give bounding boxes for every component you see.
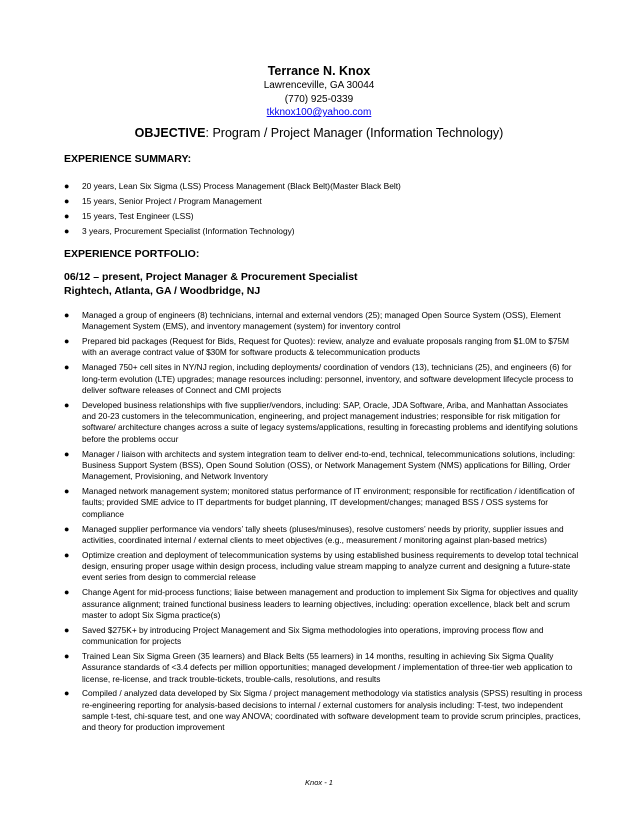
experience-summary-list xyxy=(64,181,584,241)
list-item xyxy=(64,310,584,333)
list-item xyxy=(64,524,584,547)
list-item xyxy=(64,486,584,520)
bullet-icon: ● xyxy=(64,362,70,373)
list-item xyxy=(64,362,584,396)
list-item xyxy=(64,196,584,211)
portfolio-item-text: Change Agent for mid-process functions; liaise between management and production to implement Six Sigma for objectives and quality assurance alignment; trained functional business leaders to learning objectives, including: operation excellence, black belt and scrum master to adopt Six Sigma practice(s) xyxy=(82,587,578,620)
bullet-icon: ● xyxy=(64,211,70,221)
candidate-address: Lawrenceville, GA 30044 xyxy=(263,80,375,91)
candidate-name: Terrance N. Knox xyxy=(267,64,371,78)
portfolio-item-text: Managed a group of engineers (8) technicians, internal and external vendors (25); managed Open Source System (OSS), Element Management System (EMS), and inventory management (system) for inventory control xyxy=(82,310,561,332)
portfolio-item-text: Trained Lean Six Sigma Green (35 learners) and Black Belts (55 learners) in 14 months, resulting in achieving Six Sigma Quality Assurance standards of <3.4 defects per million opportunities; managed development / implementation of three-tier web application to license, re-license, and track trouble-tickets, trouble-calls, resolutions, and results xyxy=(82,650,573,684)
candidate-email-link[interactable]: tkknox100@yahoo.com xyxy=(266,107,372,118)
summary-item-text: 15 years, Senior Project / Program Management xyxy=(82,196,262,206)
bullet-icon: ● xyxy=(64,650,70,661)
objective-label: OBJECTIVE xyxy=(134,126,206,140)
list-item xyxy=(64,625,584,648)
bullet-icon: ● xyxy=(64,486,70,497)
job-header xyxy=(64,270,358,298)
list-item xyxy=(64,651,584,685)
portfolio-item-text: Prepared bid packages (Request for Bids, Request for Quotes): review, analyze and evaluate proposals ranging from $1.0M to $75M with an average contract value of $30M for software products & telecommunication products xyxy=(82,336,570,358)
portfolio-item-text: Manager / liaison with architects and system integration team to deliver end-to-end, technical, telecommunications solutions, including: Business Support System (BSS), Open Sound Solution (OSS), or Network Management System (NMS) applications for Billing, Order Management, Provisioning, and Network Inventory xyxy=(82,448,575,482)
summary-item-text: 20 years, Lean Six Sigma (LSS) Process Management (Black Belt)(Master Black Belt) xyxy=(82,181,401,191)
list-item xyxy=(64,449,584,483)
bullet-icon: ● xyxy=(64,336,70,347)
bullet-icon: ● xyxy=(64,688,70,699)
bullet-icon: ● xyxy=(64,587,70,598)
list-item xyxy=(64,587,584,621)
summary-item-text: 15 years, Test Engineer (LSS) xyxy=(82,211,194,221)
bullet-icon: ● xyxy=(64,549,70,560)
bullet-icon: ● xyxy=(64,196,70,206)
bullet-icon: ● xyxy=(64,523,70,534)
bullet-icon: ● xyxy=(64,448,70,459)
objective-text: : Program / Project Manager (Information Technology) xyxy=(205,126,504,140)
bullet-icon: ● xyxy=(64,181,70,191)
list-item xyxy=(64,181,584,196)
job-company: Rightech, Atlanta, GA / Woodbridge, NJ xyxy=(64,285,261,297)
portfolio-item-text: Managed supplier performance via vendors’ tally sheets (pluses/minuses), resolve customers’ needs by priority, supplier issues and activities, coordinated internal / external clients to meet objectives (e.g., measurement / monitoring against plan-based metrics) xyxy=(82,523,564,545)
portfolio-item-text: Optimize creation and deployment of telecommunication systems by using established business requirements to develop total technical design, ensuring proper usage within design process, including value stream mapping to analyze current and designing a future-state event series from design to commercial release xyxy=(82,549,579,583)
bullet-icon: ● xyxy=(64,399,70,410)
portfolio-item-text: Developed business relationships with five supplier/vendors, including: SAP, Oracle, JDA Software, Ariba, and Manhattan Associates and 20-23 customers in the telecommunication, engineering, and project management industries; responsible for risk mitigation for software/ architecture changes across a suite of legacy systems/applications, resulting in forecasting problems and identifying solutions before the problems occur xyxy=(82,399,578,444)
page-footer: Knox - 1 xyxy=(305,778,333,787)
job-title: 06/12 – present, Project Manager & Procurement Specialist xyxy=(64,271,358,283)
list-item xyxy=(64,336,584,359)
bullet-icon: ● xyxy=(64,624,70,635)
list-item xyxy=(64,400,584,445)
experience-summary-heading: EXPERIENCE SUMMARY: xyxy=(64,153,192,165)
portfolio-item-text: Compiled / analyzed data developed by Six Sigma / project management methodology via statistics analysis (SPSS) resulting in process re-engineering reporting for analysis-based decisions to internal / external customers for analysis including: T-test, two independent sample t-test, chi-square test, and one way ANOVA; coordinated with software development team to provide scrum principles, practices, and theory for production improvement xyxy=(82,688,583,733)
portfolio-item-text: Saved $275K+ by introducing Project Management and Six Sigma methodologies into operations, improving process flow and communication for projects xyxy=(82,624,544,647)
list-item xyxy=(64,226,584,241)
list-item xyxy=(64,211,584,226)
experience-portfolio-heading: EXPERIENCE PORTFOLIO: xyxy=(64,248,200,260)
list-item xyxy=(64,550,584,584)
list-item xyxy=(64,688,584,733)
candidate-phone: (770) 925-0339 xyxy=(284,94,354,105)
bullet-icon: ● xyxy=(64,226,70,236)
bullet-icon: ● xyxy=(64,310,70,320)
objective-line xyxy=(0,126,638,140)
summary-item-text: 3 years, Procurement Specialist (Information Technology) xyxy=(82,226,295,236)
experience-portfolio-list xyxy=(64,310,584,737)
portfolio-item-text: Managed 750+ cell sites in NY/NJ region, including deployments/ coordination of vendors (13), technicians (25), and engineers (6) for long-term evolution (LTE) upgrades; manage resources including: personnel, inventory, and software development lifecycle process to deliver software releases of Connect and CMI projects xyxy=(82,362,574,395)
portfolio-item-text: Managed network management system; monitored status performance of IT environment; responsible for rectification / identification of faults; provided SME advice to IT departments for budget planning, IT development/changes; managed BSS / OSS systems for compliance xyxy=(82,486,575,519)
